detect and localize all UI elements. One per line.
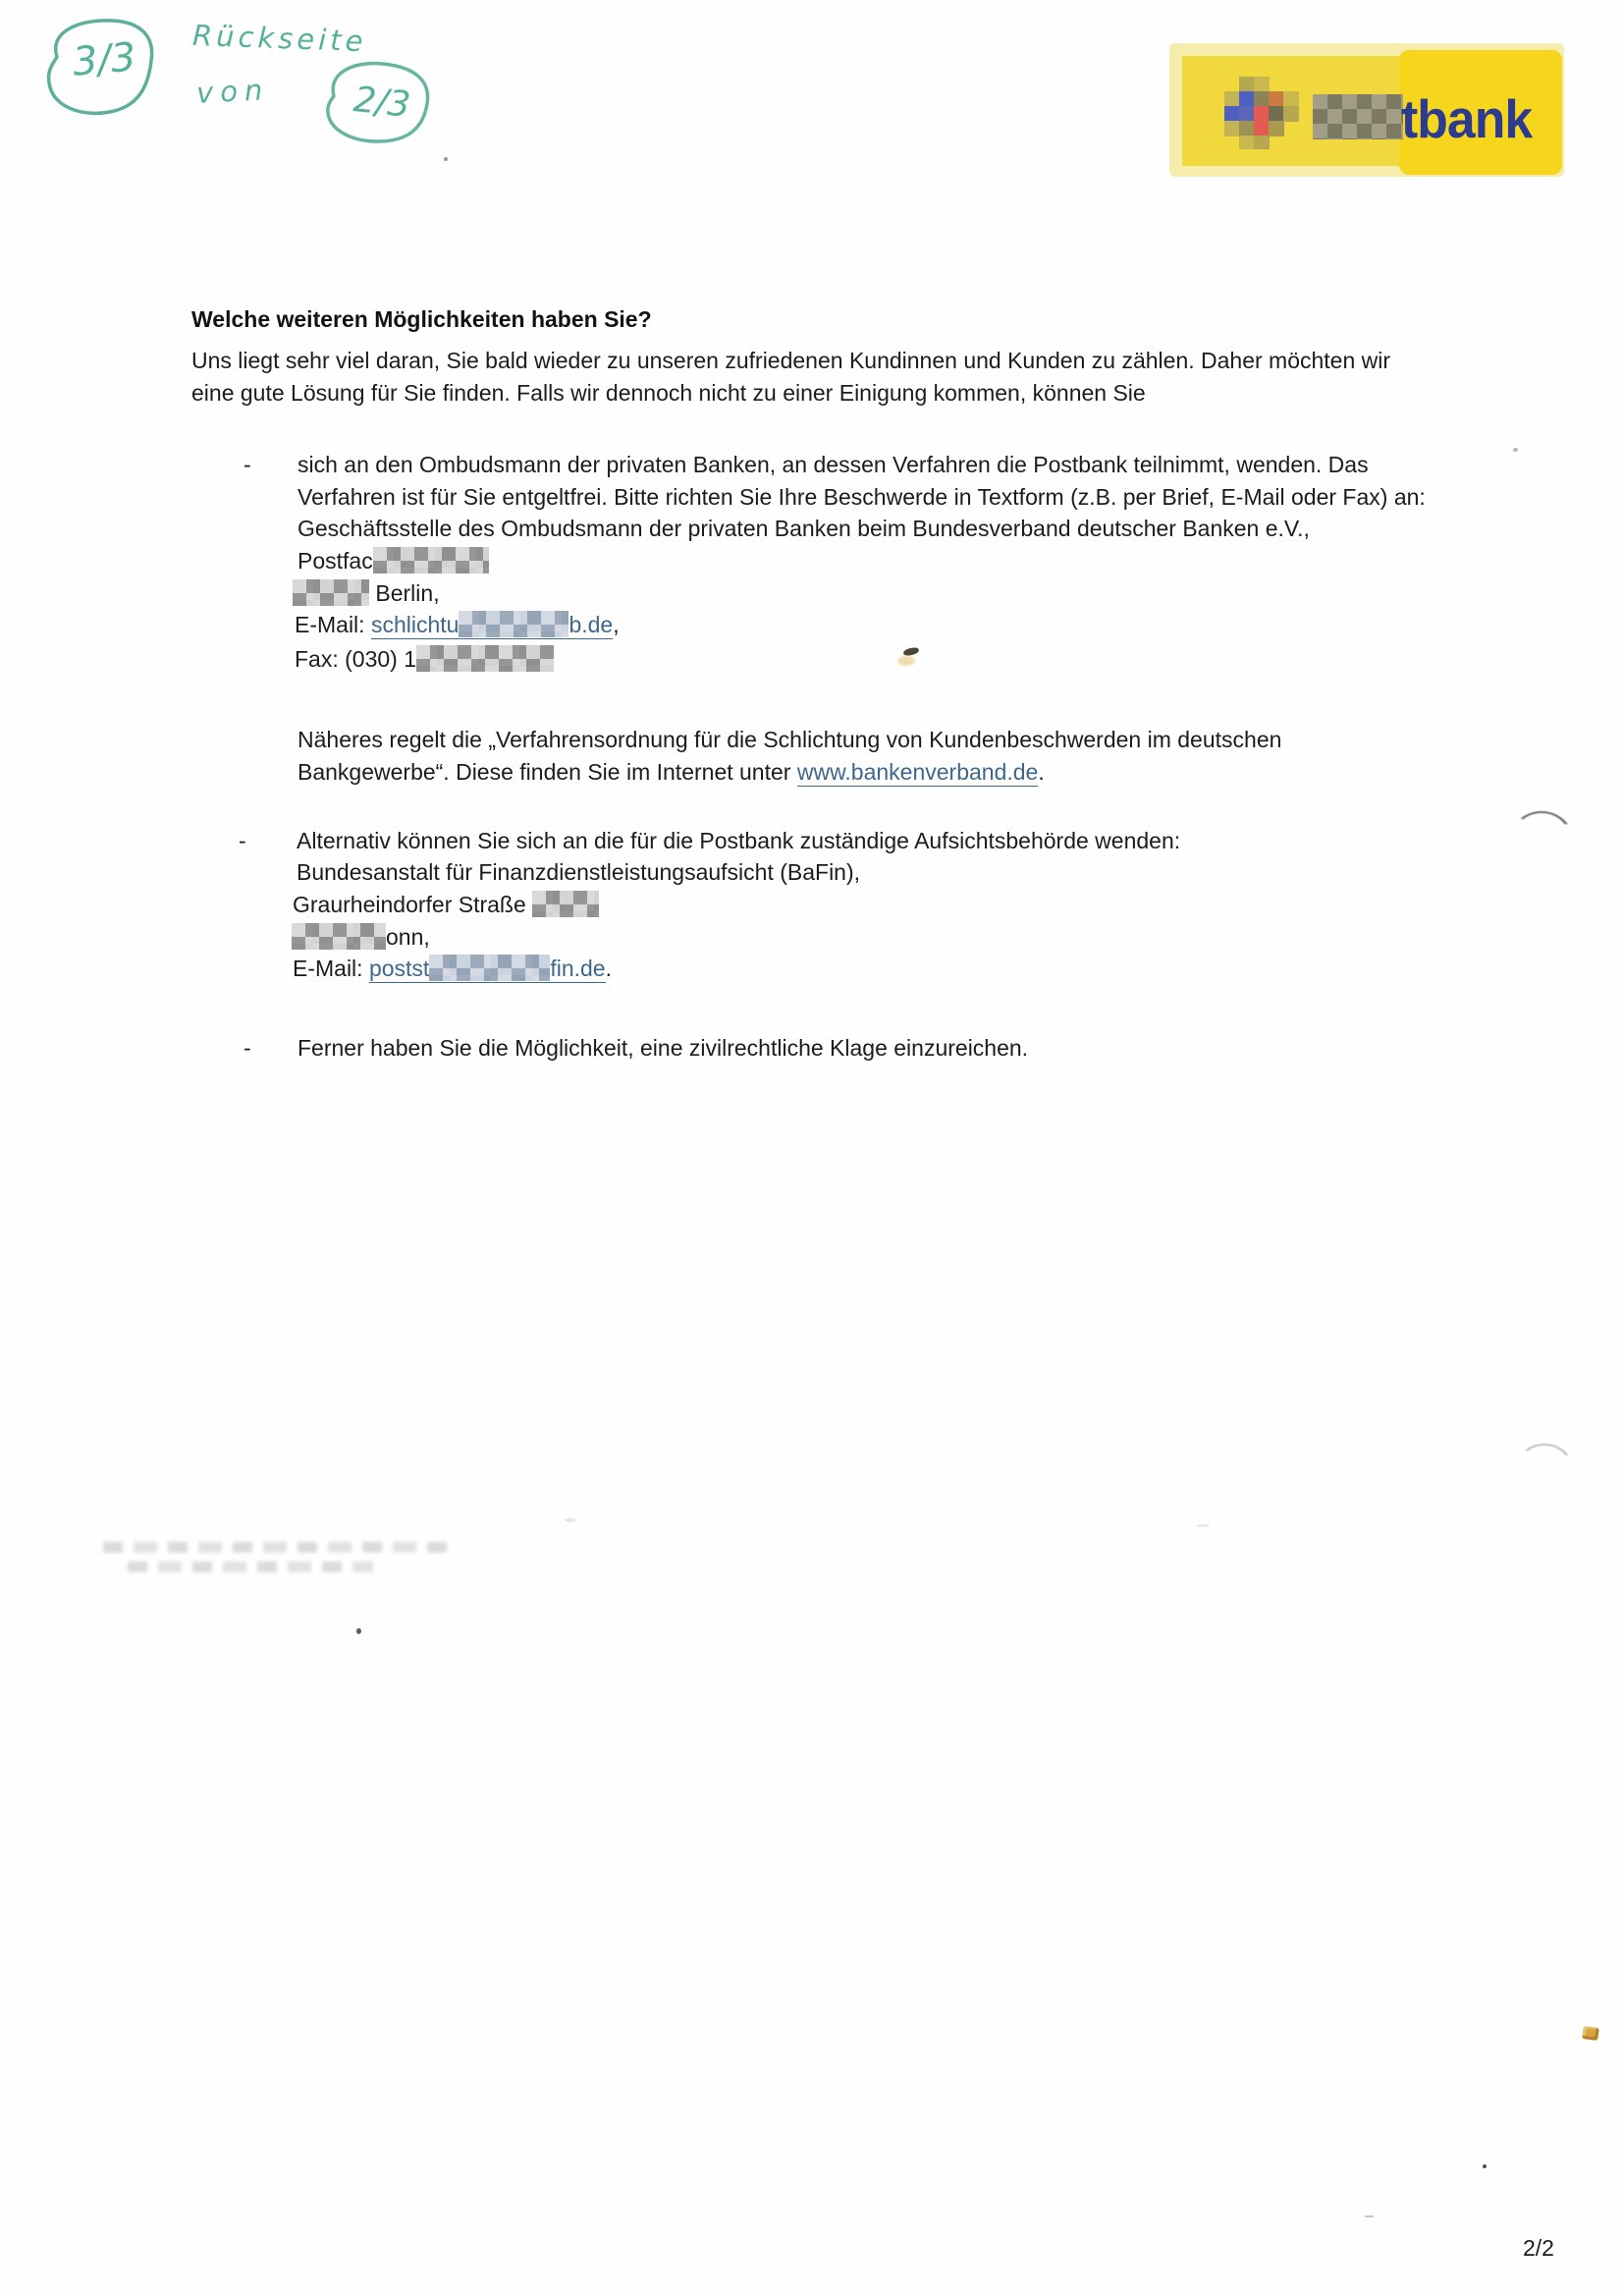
bafin-email-start: postst xyxy=(368,956,430,981)
para2-suffix: . xyxy=(1038,759,1045,785)
handwritten-page-mark: 3/3 xyxy=(71,34,138,85)
bullet3-line1: Ferner haben Sie die Möglichkeit, eine zivilrechtliche Klage einzureichen. xyxy=(298,1035,1029,1061)
ombudsmann-email-link[interactable] xyxy=(371,612,613,639)
handwritten-note-word1: Rückseite xyxy=(191,18,368,59)
bullet1-fax-line xyxy=(295,644,554,674)
para2-line2 xyxy=(298,757,1045,787)
bullet1-postfach-line xyxy=(298,546,489,575)
bafin-email-suffix: . xyxy=(605,956,612,981)
faint-speck-2 xyxy=(1196,1524,1210,1527)
bullet2-street-line xyxy=(293,890,599,919)
city-label: Berlin, xyxy=(369,580,440,606)
bullet1-email-line xyxy=(295,610,620,639)
postal-code-redaction xyxy=(293,579,369,606)
fax-number-redaction xyxy=(416,645,554,672)
fax-label: Fax: (030) 1 xyxy=(295,646,416,672)
bankenverband-link[interactable]: www.bankenverband.de xyxy=(796,759,1039,785)
postbank-emblem-icon-pixelated xyxy=(1224,77,1311,149)
bonn-postal-redaction xyxy=(292,923,386,950)
handwritten-note-word2: von xyxy=(195,73,271,110)
bullet2-email-line xyxy=(293,954,612,983)
email-link-start: schlichtu xyxy=(370,612,460,637)
faint-speck-3 xyxy=(444,157,448,161)
page-number: 2/2 xyxy=(1523,2235,1554,2261)
bullet3-marker: - xyxy=(243,1035,251,1061)
handwritten-note-ref: 2/3 xyxy=(352,80,412,126)
handwritten-annotation xyxy=(27,10,460,157)
bullet2-line1: Alternativ können Sie sich an die für die Postbank zuständige Aufsichtsbehörde wenden: xyxy=(297,828,1181,853)
faint-speck-1 xyxy=(565,1518,576,1522)
faint-speck-4 xyxy=(1513,448,1518,452)
bullet2-line2: Bundesanstalt für Finanzdienstleistungsaufsicht (BaFin), xyxy=(297,859,861,885)
postbank-logo xyxy=(1169,43,1564,177)
email-suffix: , xyxy=(613,612,620,637)
bullet1-line1: sich an den Ombudsmann der privaten Banken, an dessen Verfahren die Postbank teilnimmt, wenden. Das xyxy=(298,452,1369,477)
bullet1-city-line xyxy=(293,578,440,608)
email-redaction xyxy=(459,611,568,637)
bafin-email-end: fin.de xyxy=(550,956,606,981)
postfach-label: Postfac xyxy=(298,548,373,574)
postfach-number-redaction xyxy=(373,547,489,574)
bafin-email-redaction xyxy=(429,955,550,981)
bullet1-marker: - xyxy=(243,452,251,477)
logo-wordmark-redaction xyxy=(1313,94,1403,139)
ink-dot-artifact xyxy=(356,1628,361,1634)
logo-wordmark-text: tbank xyxy=(1401,88,1533,149)
section-heading: Welche weiteren Möglichkeiten haben Sie? xyxy=(191,306,652,332)
intro-line-2: eine gute Lösung für Sie finden. Falls wir dennoch nicht zu einer Einigung kommen, können Sie xyxy=(191,380,1146,406)
bullet2-marker: - xyxy=(239,828,246,853)
bafin-email-label: E-Mail: xyxy=(293,956,369,981)
bafin-email-link[interactable] xyxy=(369,956,606,983)
bullet2-city-line xyxy=(292,922,430,952)
email-link-end: b.de xyxy=(568,612,614,637)
scan-arc-artifact-2 xyxy=(1516,1444,1573,1468)
email-label: E-Mail: xyxy=(295,612,371,637)
bonn-label: onn, xyxy=(386,924,430,950)
bullet1-line3: Geschäftsstelle des Ombudsmann der privaten Banken beim Bundesverband deutscher Banken e.V., xyxy=(298,516,1310,541)
intro-line-1: Uns liegt sehr viel daran, Sie bald wieder zu unseren zufriedenen Kundinnen und Kunden zu zählen. Daher möchten wir xyxy=(191,348,1391,373)
pen-smudge-artifact xyxy=(897,656,915,666)
bleedthrough-text-artifact xyxy=(103,1542,466,1583)
orange-speck-artifact xyxy=(1582,2026,1599,2041)
scan-arc-artifact-1 xyxy=(1510,811,1573,840)
street-number-redaction xyxy=(532,891,599,917)
para2-line2-prefix: Bankgewerbe“. Diese finden Sie im Internet unter xyxy=(298,759,797,785)
para2-line1: Näheres regelt die „Verfahrensordnung für die Schlichtung von Kundenbeschwerden im deutschen xyxy=(298,727,1282,752)
dot-above-page-number xyxy=(1483,2164,1487,2168)
bullet1-line2: Verfahren ist für Sie entgeltfrei. Bitte richten Sie Ihre Beschwerde in Textform (z.B. per Brief, E-Mail oder Fax) an: xyxy=(298,484,1426,510)
street-label: Graurheindorfer Straße xyxy=(293,892,533,917)
faint-dash-artifact xyxy=(1365,2215,1374,2217)
